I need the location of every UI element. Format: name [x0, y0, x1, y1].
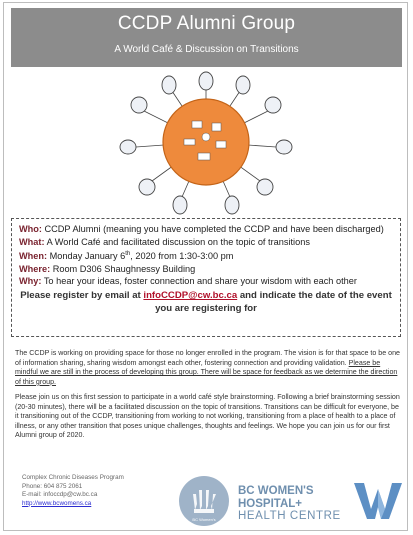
who-text: CCDP Alumni (meaning you have completed the CCDP and have been discharged) — [44, 224, 384, 234]
hospital-logo-line3: HEALTH CENTRE — [238, 510, 341, 522]
vision-text: The CCDP is working on providing space for those no longer enrolled in the program. The vision is for that space to be one of information sharing, sharing wisdom amongst each other, fostering connection and providing validation. — [15, 349, 400, 367]
person-head — [257, 179, 273, 195]
when-date-suffix: th — [125, 251, 131, 258]
when-time: , 2020 from 1:30-3:00 pm — [130, 251, 234, 262]
registration-note — [19, 290, 393, 315]
person-head — [276, 140, 292, 154]
what-text: A World Café and facilitated discussion on the topic of transitions — [46, 236, 310, 247]
program-name: Complex Chronic Diseases Program — [22, 474, 124, 481]
hospital-logo-text — [238, 485, 341, 523]
contact-email: E-mail: infoccdp@cw.bc.ca — [22, 491, 98, 499]
where-line — [19, 263, 393, 276]
register-instructions: and indicate the date of the event you are registering for — [155, 290, 392, 314]
development-notice: Please be mindful we are still in the process of developing this group. There will be space for feedback as we determine the direction of this group. — [15, 358, 398, 386]
person-head — [173, 196, 187, 214]
foundation-logo-text: BC Women's — [192, 517, 216, 522]
when-label: When: — [19, 251, 48, 262]
what-line — [19, 236, 393, 249]
person-head — [139, 179, 155, 195]
session-description-paragraph: Please join us on this first session to participate in a world café style brainstorming. Following a brief brainstorming session (20-30 minutes), there will be a facilitated discussion on the topic of transitions. Transitions can be difficult for everyone, be it transitioning out of the CCDP, transitioning from working to not working, transitioning from a place of health to a place of illness, or any other transition that poses unique challenges, thoughts and feelings. We hope you can join us for our first Alumni group of 2020. — [15, 393, 400, 440]
register-intro: Please register by email at — [20, 290, 141, 302]
person-head — [265, 97, 281, 113]
w-logo-icon — [352, 481, 404, 521]
foundation-logo — [179, 476, 229, 526]
contact-phone: Phone: 604 875 2061 — [22, 482, 83, 490]
what-label: What: — [19, 236, 45, 247]
person-head — [199, 72, 213, 90]
who-label: Who: — [19, 224, 42, 234]
table-circle — [163, 99, 249, 185]
when-line — [19, 248, 393, 263]
why-text: To hear your ideas, foster connection and share your wisdom with each other — [43, 276, 357, 287]
website-link[interactable]: http://www.bcwomens.ca — [22, 499, 92, 507]
person-head — [120, 140, 136, 154]
header-banner — [11, 8, 402, 67]
person-head — [131, 97, 147, 113]
event-details-box — [11, 218, 401, 337]
register-email-link[interactable]: infoCCDP@cw.bc.ca — [143, 290, 238, 302]
world-cafe-table-illustration — [100, 69, 312, 215]
page-title: CCDP Alumni Group — [117, 13, 296, 34]
program-vision-paragraph — [15, 349, 401, 387]
who-line — [19, 223, 393, 236]
contact-block — [22, 474, 124, 508]
page-subtitle: A World Café & Discussion on Transitions — [114, 44, 299, 55]
hospital-logo-line2: HOSPITAL+ — [238, 497, 303, 510]
where-label: Where: — [19, 263, 51, 274]
person-head — [225, 196, 239, 214]
hospital-logo-line1: BC WOMEN'S — [238, 485, 314, 497]
why-line — [19, 275, 393, 288]
person-head — [236, 76, 250, 94]
when-date: Monday January 6 — [49, 251, 126, 262]
where-text: Room D306 Shaughnessy Building — [52, 263, 196, 274]
person-head — [162, 76, 176, 94]
why-label: Why: — [19, 276, 42, 287]
